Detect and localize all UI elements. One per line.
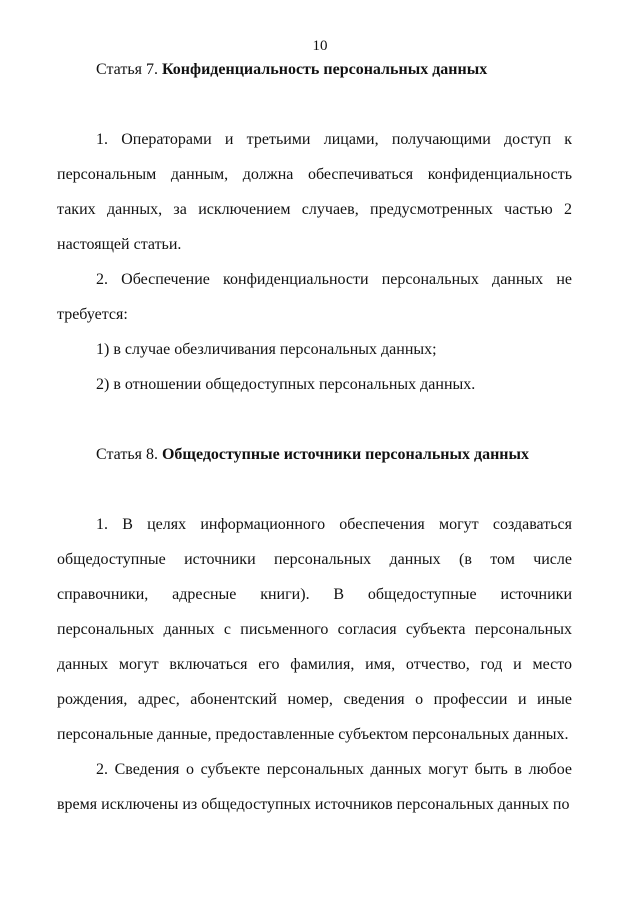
article-7-heading (57, 52, 572, 87)
document-body (57, 52, 572, 822)
article-7-title: Конфиденциальность персональных данных (161, 61, 488, 78)
article-8-title: Общедоступные источники персональных данных (161, 446, 530, 463)
article-8-heading (57, 437, 572, 472)
article-8-prefix: Статья 8. (96, 446, 158, 463)
article-7-paragraph-2: 2. Обеспечение конфиденциальности персональных данных не требуется: (57, 271, 572, 323)
article-7-prefix: Статья 7. (96, 61, 158, 78)
article-7-item-2: 2) в отношении общедоступных персональных данных. (96, 376, 476, 393)
article-8-paragraph-1: 1. В целях информационного обеспечения могут создаваться общедоступные источники персональных данных (в том числе справочники, адресные книги). В общедоступные источники персональных данных с письменного согласия субъекта персональных данных могут включаться его фамилия, имя, отчество, год и место рождения, адрес, абонентский номер, сведения о профессии и иные персональные данные, предоставленные субъектом персональных данных. (57, 516, 572, 743)
article-7-item-1: 1) в случае обезличивания персональных данных; (96, 341, 437, 358)
page-number: 10 (312, 38, 328, 54)
article-8-paragraph-2: 2. Сведения о субъекте персональных данных могут быть в любое время исключены из общедоступных источников персональных данных по (57, 761, 572, 813)
article-7-paragraph-1: 1. Операторами и третьими лицами, получающими доступ к персональным данным, должна обеспечиваться конфиденциальность таких данных, за исключением случаев, предусмотренных частью 2 настоящей статьи. (57, 131, 572, 253)
